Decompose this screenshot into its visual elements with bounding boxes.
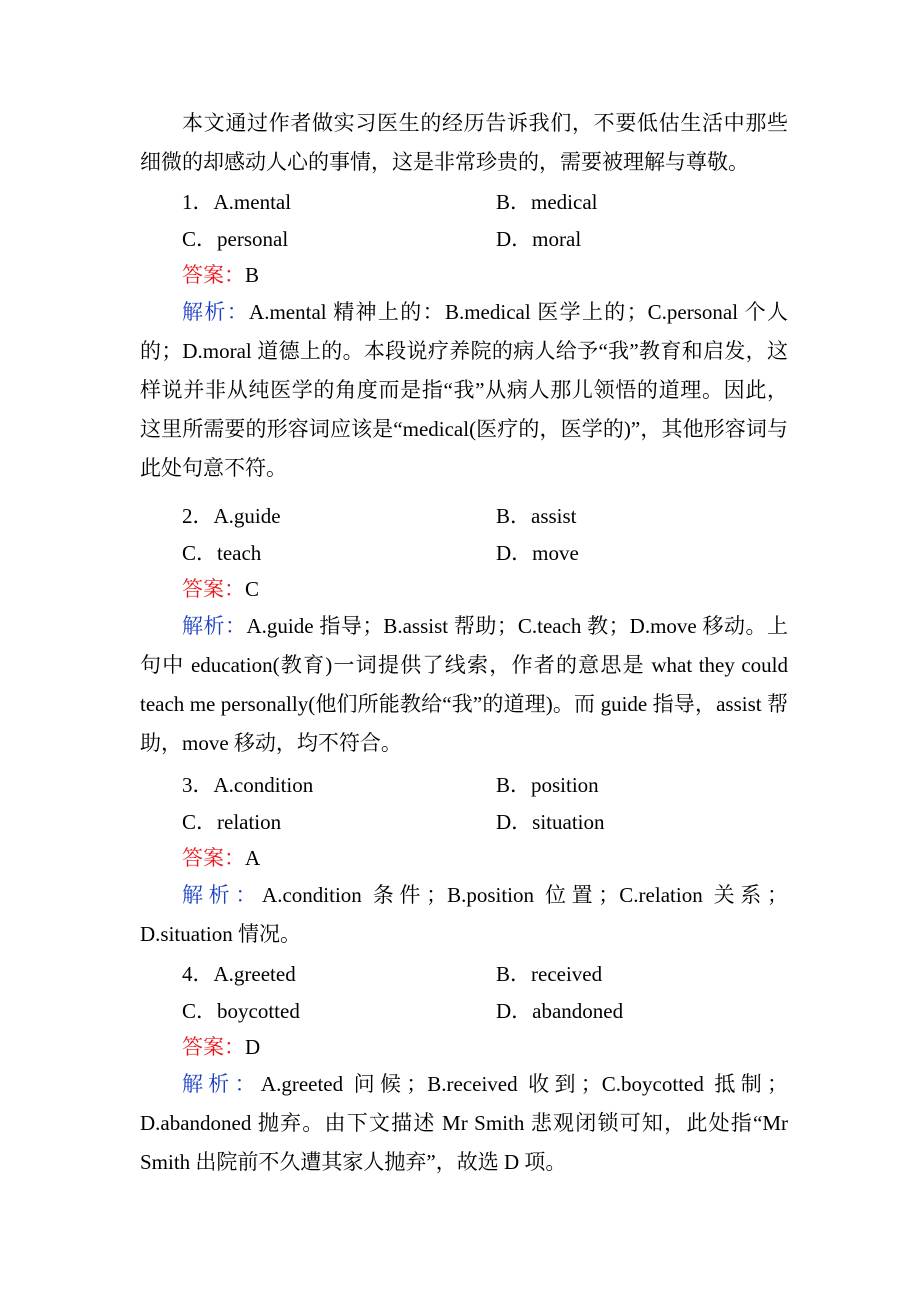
explanation-text: A.greeted 问候；B.received 收到；C.boycotted 抵制；D.abandoned 抛弃。由下文描述 Mr Smith 悲观闭锁可知，此处指“Mr Smith 出院前不久遭其家人抛弃”，故选 D 项。: [140, 1072, 789, 1174]
options-row: [182, 767, 782, 804]
answer-value: A: [245, 846, 261, 870]
answer-label: 答案：: [182, 577, 245, 601]
option-c: C．relation: [182, 810, 282, 834]
option-c: C．boycotted: [182, 999, 300, 1023]
question-2-explanation: [140, 607, 788, 763]
option-b: B．assist: [496, 504, 577, 528]
options-row: [182, 993, 782, 1030]
option-c: C．teach: [182, 541, 262, 565]
explanation-text: A.mental 精神上的：B.medical 医学上的；C.personal 个人的；D.moral 道德上的。本段说疗养院的病人给予“我”教育和启发，这样说并非从纯医学的角度而是指“我”从病人那儿领悟的道理。因此，这里所需要的形容词应该是“medical(医疗的，医学的)”，其他形容词与此处句意不符。: [140, 300, 788, 480]
option-d: D．situation: [496, 810, 605, 834]
option-d: D．abandoned: [496, 999, 624, 1023]
answer-label: 答案：: [182, 1035, 245, 1059]
question-1-options: [182, 184, 782, 258]
question-2-answer: [182, 571, 259, 608]
options-row: [182, 498, 782, 535]
option-d: D．moral: [496, 227, 582, 251]
question-3-explanation: [140, 876, 788, 954]
answer-label: 答案：: [182, 263, 245, 287]
option-a: 2．A.guide: [182, 504, 281, 528]
option-a: 1．A.mental: [182, 190, 292, 214]
option-d: D．move: [496, 541, 579, 565]
explanation-label: 解析：: [182, 614, 247, 638]
intro-paragraph: 本文通过作者做实习医生的经历告诉我们，不要低估生活中那些细微的却感动人心的事情，这是非常珍贵的，需要被理解与尊敬。: [140, 111, 788, 174]
question-4-options: [182, 956, 782, 1030]
option-b: B．received: [496, 962, 603, 986]
option-a: 3．A.condition: [182, 773, 314, 797]
question-2-options: [182, 498, 782, 572]
option-b: B．medical: [496, 190, 598, 214]
option-b: B．position: [496, 773, 599, 797]
explanation-text: A.condition 条件；B.position 位置；C.relation 关系；D.situation 情况。: [140, 883, 788, 946]
answer-value: C: [245, 577, 260, 601]
options-row: [182, 535, 782, 572]
option-a: 4．A.greeted: [182, 962, 296, 986]
option-c: C．personal: [182, 227, 289, 251]
question-3-answer: [182, 840, 260, 877]
explanation-label: 解析：: [182, 883, 263, 907]
question-1-explanation: [140, 293, 788, 488]
options-row: [182, 221, 782, 258]
answer-value: B: [245, 263, 260, 287]
explanation-label: 解析：: [182, 300, 250, 324]
answer-value: D: [245, 1035, 261, 1059]
options-row: [182, 804, 782, 841]
question-4-explanation: [140, 1065, 788, 1182]
options-row: [182, 184, 782, 221]
options-row: [182, 956, 782, 993]
question-1-answer: [182, 257, 259, 294]
explanation-label: 解析：: [182, 1072, 261, 1096]
explanation-text: A.guide 指导；B.assist 帮助；C.teach 教；D.move 移动。上句中 education(教育)一词提供了线索，作者的意思是 what they could teach me personally(他们所能教给“我”的道理)。而 guide 指导，assist 帮助，move 移动，均不符合。: [140, 614, 788, 755]
question-4-answer: [182, 1029, 260, 1066]
answer-label: 答案：: [182, 846, 245, 870]
question-3-options: [182, 767, 782, 841]
